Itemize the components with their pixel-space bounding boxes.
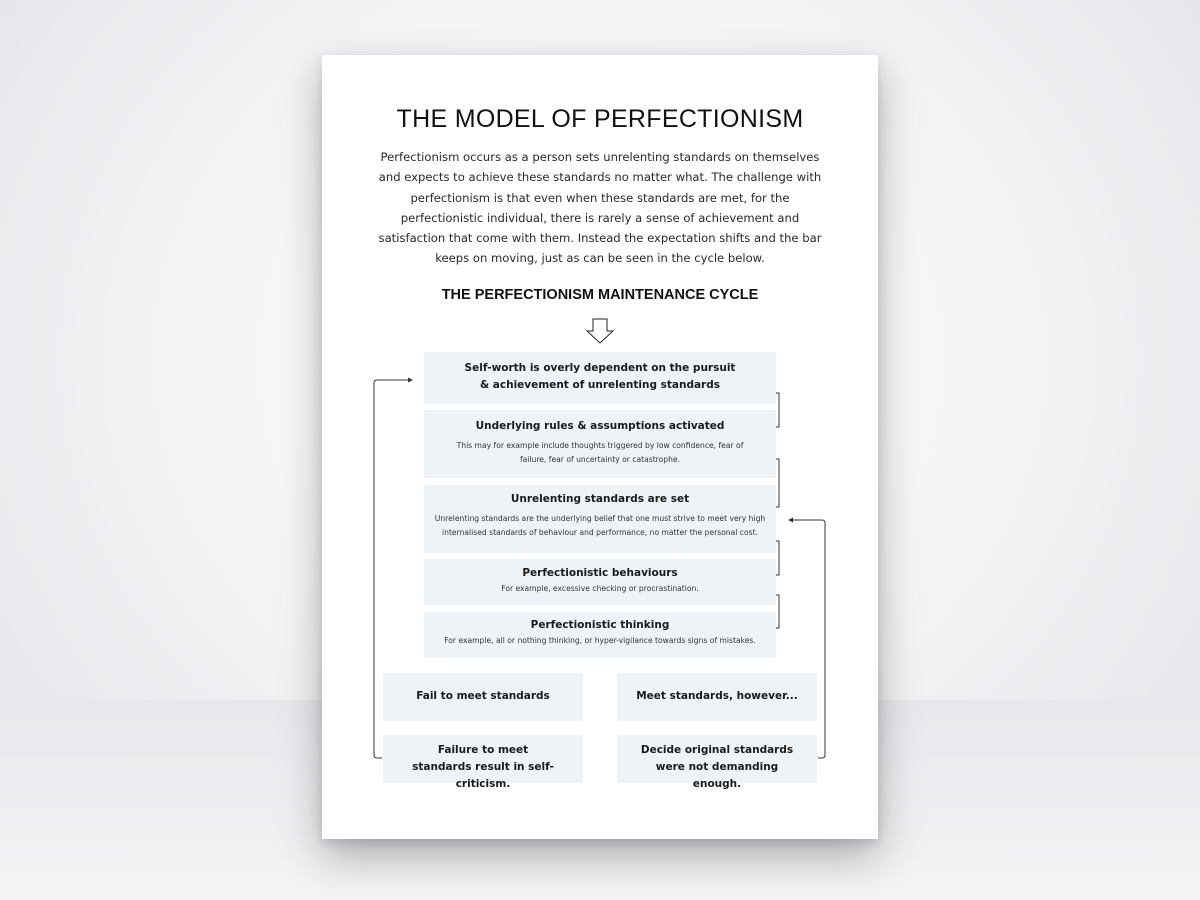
rules-box [424,410,776,478]
behaviours-title: Perfectionistic behaviours [522,567,678,579]
fail-text: Fail to meet standards [416,690,550,702]
cycle-heading: THE PERFECTIONISM MAINTENANCE CYCLE [441,287,759,303]
thinking-desc: For example, all or nothing thinking, or hyper-vigilance towards signs of mistakes. [444,636,756,645]
behaviours-box [424,559,776,605]
rules-desc: This may for example include thoughts triggered by low confidence, fear of failure, fear of uncertainty or catastrophe. [456,441,744,464]
failure-result-text: Failure to meet standards result in self-criticism. [412,744,554,790]
failure-result-box [383,735,583,790]
decide-box [617,735,817,790]
rules-title: Underlying rules & assumptions activated [475,420,725,432]
fail-box [383,673,583,721]
right-loop-arrow [791,520,825,758]
meet-text: Meet standards, however... [636,690,798,702]
standards-title: Unrelenting standards are set [510,493,690,505]
thinking-title: Perfectionistic thinking [530,619,670,631]
document-page [322,55,878,839]
intro-paragraph: Perfectionism occurs as a person sets unrelenting standards on themselves and expects to achieve these standards no matter what. The challenge with perfectionism is that even when these standards are met, for the perfectionistic individual, there is rarely a sense of achievement and satisfaction that come with them. Instead the expectation shifts and the bar keeps on moving, just as can be seen in the cycle below. [378,150,822,266]
self-worth-text: Self-worth is overly dependent on the pursuit & achievement of unrelenting standards [464,362,736,391]
standards-desc: Unrelenting standards are the underlying belief that one must strive to meet very high internalised standards of behaviour and performance, no matter the personal cost. [434,514,766,537]
standards-box [424,485,776,553]
self-worth-box [424,352,776,404]
behaviours-desc: For example, excessive checking or procrastination. [501,584,699,593]
decide-text: Decide original standards were not demanding enough. [640,744,794,790]
page-title: THE MODEL OF PERFECTIONISM [396,105,804,133]
meet-box [617,673,817,721]
thinking-box [424,612,776,658]
down-arrow-icon [587,319,613,343]
